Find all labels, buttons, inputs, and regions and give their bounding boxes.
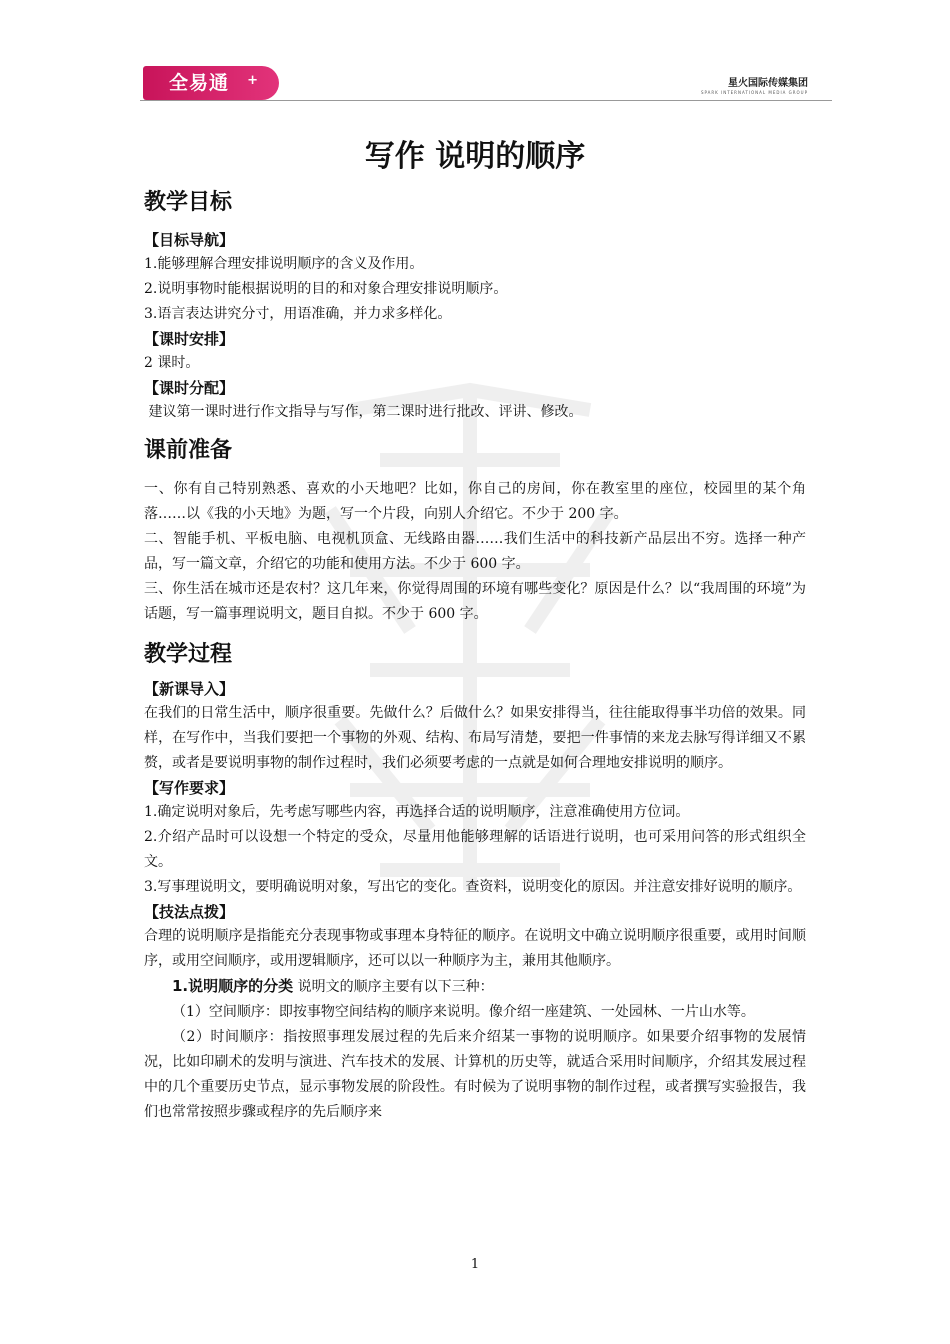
prep-item: 二、智能手机、平板电脑、电视机顶盒、无线路由器……我们生活中的科技新产品层出不穷。选择一种产品，写一篇文章，介绍它的功能和使用方法。不少于 600 字。 bbox=[144, 531, 806, 572]
logo-text: 全易通 bbox=[169, 72, 230, 94]
prep-item: 三、你生活在城市还是农村？这几年来，你觉得周围的环境有哪些变化？原因是什么？以“我周围的环境”为话题，写一篇事理说明文，题目自拟。不少于 600 字。 bbox=[144, 581, 806, 622]
tips-text: 合理的说明顺序是指能充分表现事物或事理本身特征的顺序。在说明文中确立说明顺序很重要，或用时间顺序，或用空间顺序，或用逻辑顺序，还可以以一种顺序为主，兼用其他顺序。 bbox=[144, 928, 806, 969]
label-requirements: 【写作要求】 bbox=[144, 779, 235, 797]
goal-item: 3.语言表达讲究分寸，用语准确，并力求多样化。 bbox=[144, 306, 452, 322]
page-title: 写作 说明的顺序 bbox=[364, 139, 586, 174]
company-name-en: SPARK INTERNATIONAL MEDIA GROUP bbox=[700, 90, 808, 95]
logo-star-icon: + bbox=[247, 73, 259, 88]
section-heading-goals: 教学目标 bbox=[144, 190, 233, 215]
classification-label: 1.说明顺序的分类 bbox=[172, 977, 294, 995]
company-name-cn: 星火国际传媒集团 bbox=[728, 78, 808, 89]
prep-item: 一、你有自己特别熟悉、喜欢的小天地吧？比如，你自己的房间，你在教室里的座位，校园里的某个角落……以《我的小天地》为题，写一个片段，向别人介绍它。不少于 200 字。 bbox=[144, 481, 806, 522]
goal-item: 2.说明事物时能根据说明的目的和对象合理安排说明顺序。 bbox=[144, 281, 508, 297]
classification-line bbox=[144, 974, 806, 1000]
allocation-text: 建议第一课时进行作文指导与写作，第二课时进行批改、评讲、修改。 bbox=[144, 404, 583, 420]
requirement-item: 1.确定说明对象后，先考虑写哪些内容，再选择合适的说明顺序，注意准确使用方位词。 bbox=[144, 804, 690, 820]
space-order-text: （1）空间顺序：即按事物空间结构的顺序来说明。像介绍一座建筑、一处园林、一片山水等。 bbox=[172, 1004, 755, 1020]
label-intro: 【新课导入】 bbox=[144, 680, 235, 698]
time-order-text: （2）时间顺序：指按照事理发展过程的先后来介绍某一事物的说明顺序。如果要介绍事物的发展情况，比如印刷术的发明与演进、汽车技术的发展、计算机的历史等，就适合采用时间顺序，介绍其发展过程中的几个重要历史节点，显示事物发展的阶段性。有时候为了说明事物的制作过程，或者撰写实验报告，我们也常常按照步骤或程序的先后顺序来 bbox=[144, 1029, 806, 1120]
requirement-item: 3.写事理说明文，要明确说明对象，写出它的变化。查资料，说明变化的原因。并注意安排好说明的顺序。 bbox=[144, 879, 802, 895]
header-rule bbox=[140, 100, 832, 101]
requirement-item: 2.介绍产品时可以设想一个特定的受众，尽量用他能够理解的话语进行说明，也可采用问答的形式组织全文。 bbox=[144, 829, 806, 870]
section-heading-process: 教学过程 bbox=[144, 642, 233, 667]
label-allocation: 【课时分配】 bbox=[144, 379, 235, 397]
label-tips: 【技法点拨】 bbox=[144, 903, 235, 921]
section-heading-prep: 课前准备 bbox=[144, 438, 233, 463]
hours-text: 2 课时。 bbox=[144, 355, 200, 371]
goal-item: 1.能够理解合理安排说明顺序的含义及作用。 bbox=[144, 256, 424, 272]
company-name bbox=[701, 74, 808, 95]
intro-text: 在我们的日常生活中，顺序很重要。先做什么？后做什么？如果安排得当，往往能取得事半功倍的效果。同样，在写作中，当我们要把一个事物的外观、结构、布局写清楚，要把一件事情的来龙去脉写得详细又不累赘，或者是要说明事物的制作过程时，我们必须要考虑的一点就是如何合理地安排说明的顺序。 bbox=[144, 705, 806, 771]
document-body bbox=[144, 180, 806, 1125]
label-goal-nav: 【目标导航】 bbox=[144, 231, 235, 249]
classification-text: 说明文的顺序主要有以下三种： bbox=[293, 979, 494, 995]
page-number: 1 bbox=[470, 1257, 480, 1272]
brand-logo bbox=[143, 66, 279, 100]
label-hours: 【课时安排】 bbox=[144, 330, 235, 348]
page-header bbox=[140, 66, 830, 102]
